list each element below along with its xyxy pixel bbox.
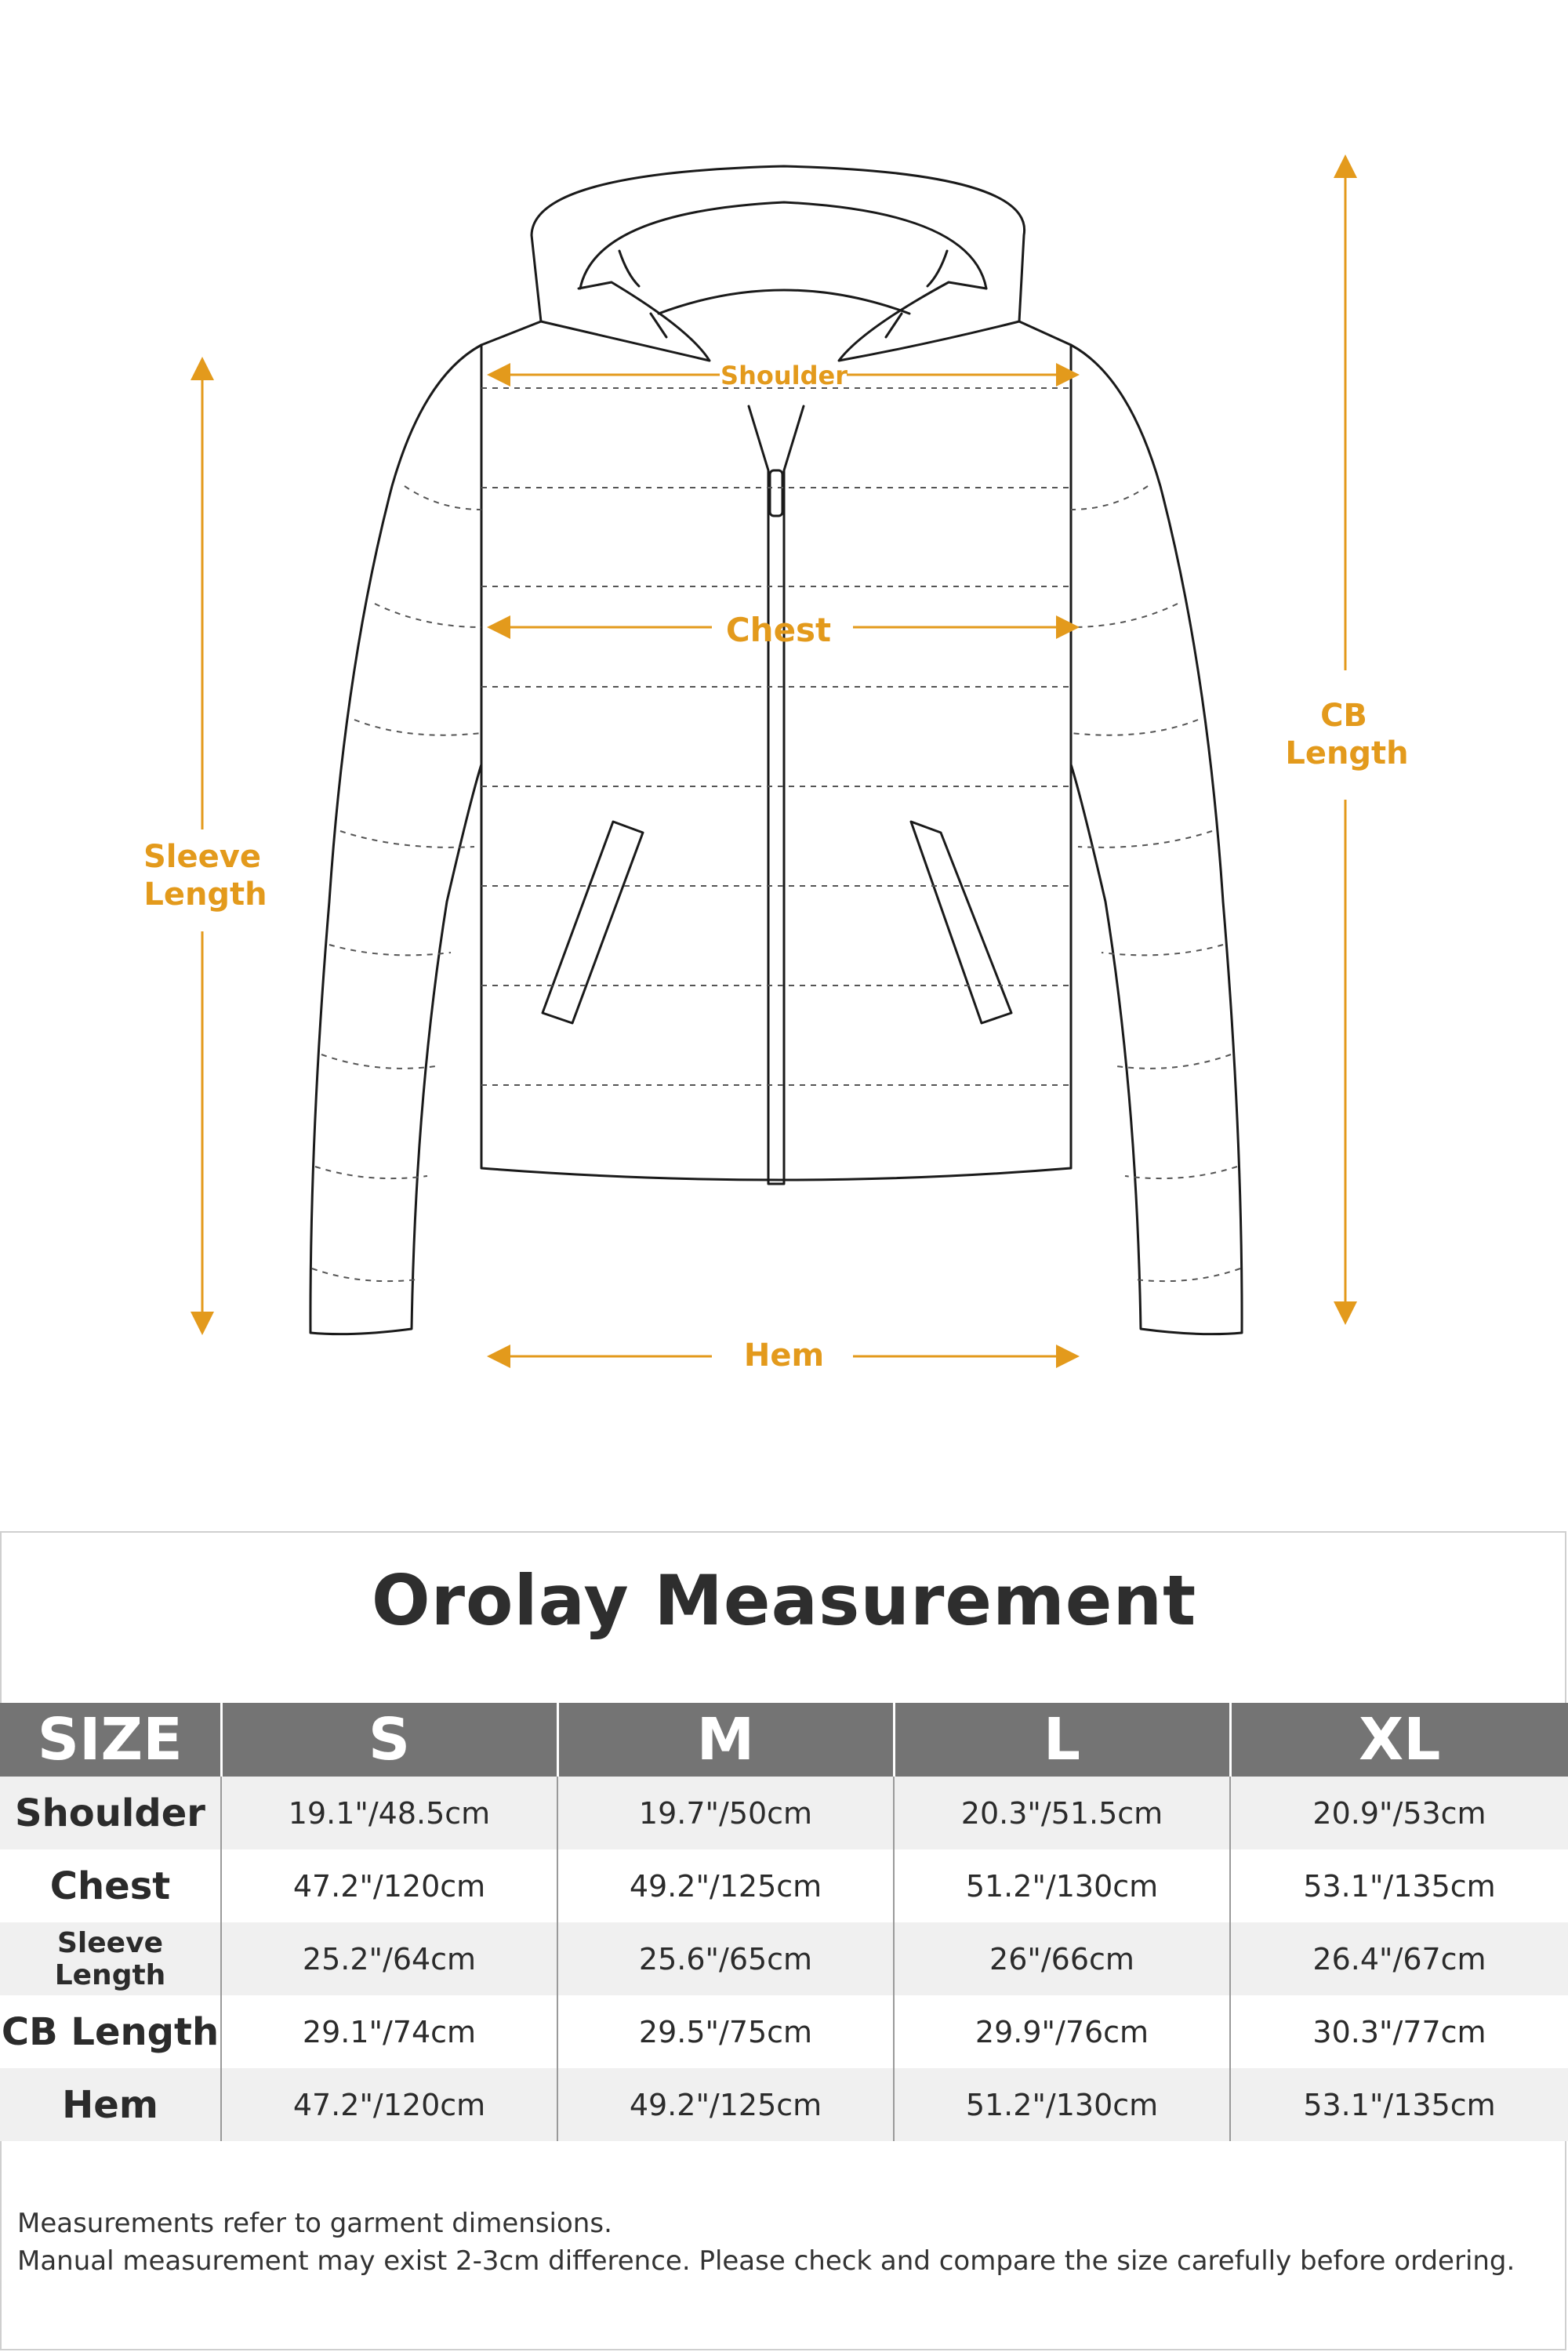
jacket-body [481,321,1071,1184]
table-cell: 49.2"/125cm [557,2068,894,2141]
sleeve-label-line2: Length [143,877,267,913]
row-label: Chest [0,1849,221,1922]
header-size: SIZE [0,1703,221,1777]
table-cell: 26"/66cm [894,1922,1230,1995]
chest-label: Chest [725,611,832,649]
sleeve-label-line1: Sleeve [143,839,261,875]
cb-label-line2: Length [1285,735,1409,771]
size-table [0,1703,1568,2141]
table-title: Orolay Measurement [371,1560,1197,1641]
table-row [0,1849,1568,1922]
header-m: M [557,1703,894,1777]
table-cell: 25.6"/65cm [557,1922,894,1995]
table-cell: 19.1"/48.5cm [221,1777,557,1849]
table-cell: 30.3"/77cm [1230,1995,1568,2068]
table-cell: 29.5"/75cm [557,1995,894,2068]
right-sleeve [1071,345,1242,1334]
row-label: Sleeve Length [0,1922,221,1995]
cb-length-dimension [1285,166,1408,1313]
cb-label-line1: CB [1320,698,1367,734]
table-cell: 19.7"/50cm [557,1777,894,1849]
hood-outline [532,166,1025,361]
table-cell: 29.1"/74cm [221,1995,557,2068]
table-cell: 20.9"/53cm [1230,1777,1568,1849]
table-cell: 53.1"/135cm [1230,1849,1568,1922]
table-cell: 51.2"/130cm [894,1849,1230,1922]
table-cell: 49.2"/125cm [557,1849,894,1922]
note-line-1: Measurements refer to garment dimensions. [17,2208,612,2239]
chest-dimension [499,611,1068,649]
table-cell: 47.2"/120cm [221,1849,557,1922]
row-label: Shoulder [0,1777,221,1849]
header-xl: XL [1230,1703,1568,1777]
header-s: S [221,1703,557,1777]
table-cell: 29.9"/76cm [894,1995,1230,2068]
row-label: CB Length [0,1995,221,2068]
table-cell: 53.1"/135cm [1230,2068,1568,2141]
header-l: L [894,1703,1230,1777]
table-header-row [0,1703,1568,1777]
note-line-2: Manual measurement may exist 2-3cm difference. Please check and compare the size carefully before ordering. [17,2245,1515,2277]
shoulder-label: Shoulder [720,361,848,390]
table-cell: 25.2"/64cm [221,1922,557,1995]
table-row [0,1995,1568,2068]
hem-dimension [499,1338,1068,1374]
table-row [0,1777,1568,1849]
measurement-notes [17,2205,1515,2280]
hem-label: Hem [743,1338,825,1374]
table-cell: 20.3"/51.5cm [894,1777,1230,1849]
table-row [0,2068,1568,2141]
table-cell: 26.4"/67cm [1230,1922,1568,1995]
row-label: Hem [0,2068,221,2141]
sleeve-length-dimension [143,368,267,1323]
table-row [0,1922,1568,1995]
left-sleeve [310,345,481,1334]
table-cell: 51.2"/130cm [894,2068,1230,2141]
shoulder-dimension [499,361,1068,390]
table-cell: 47.2"/120cm [221,2068,557,2141]
